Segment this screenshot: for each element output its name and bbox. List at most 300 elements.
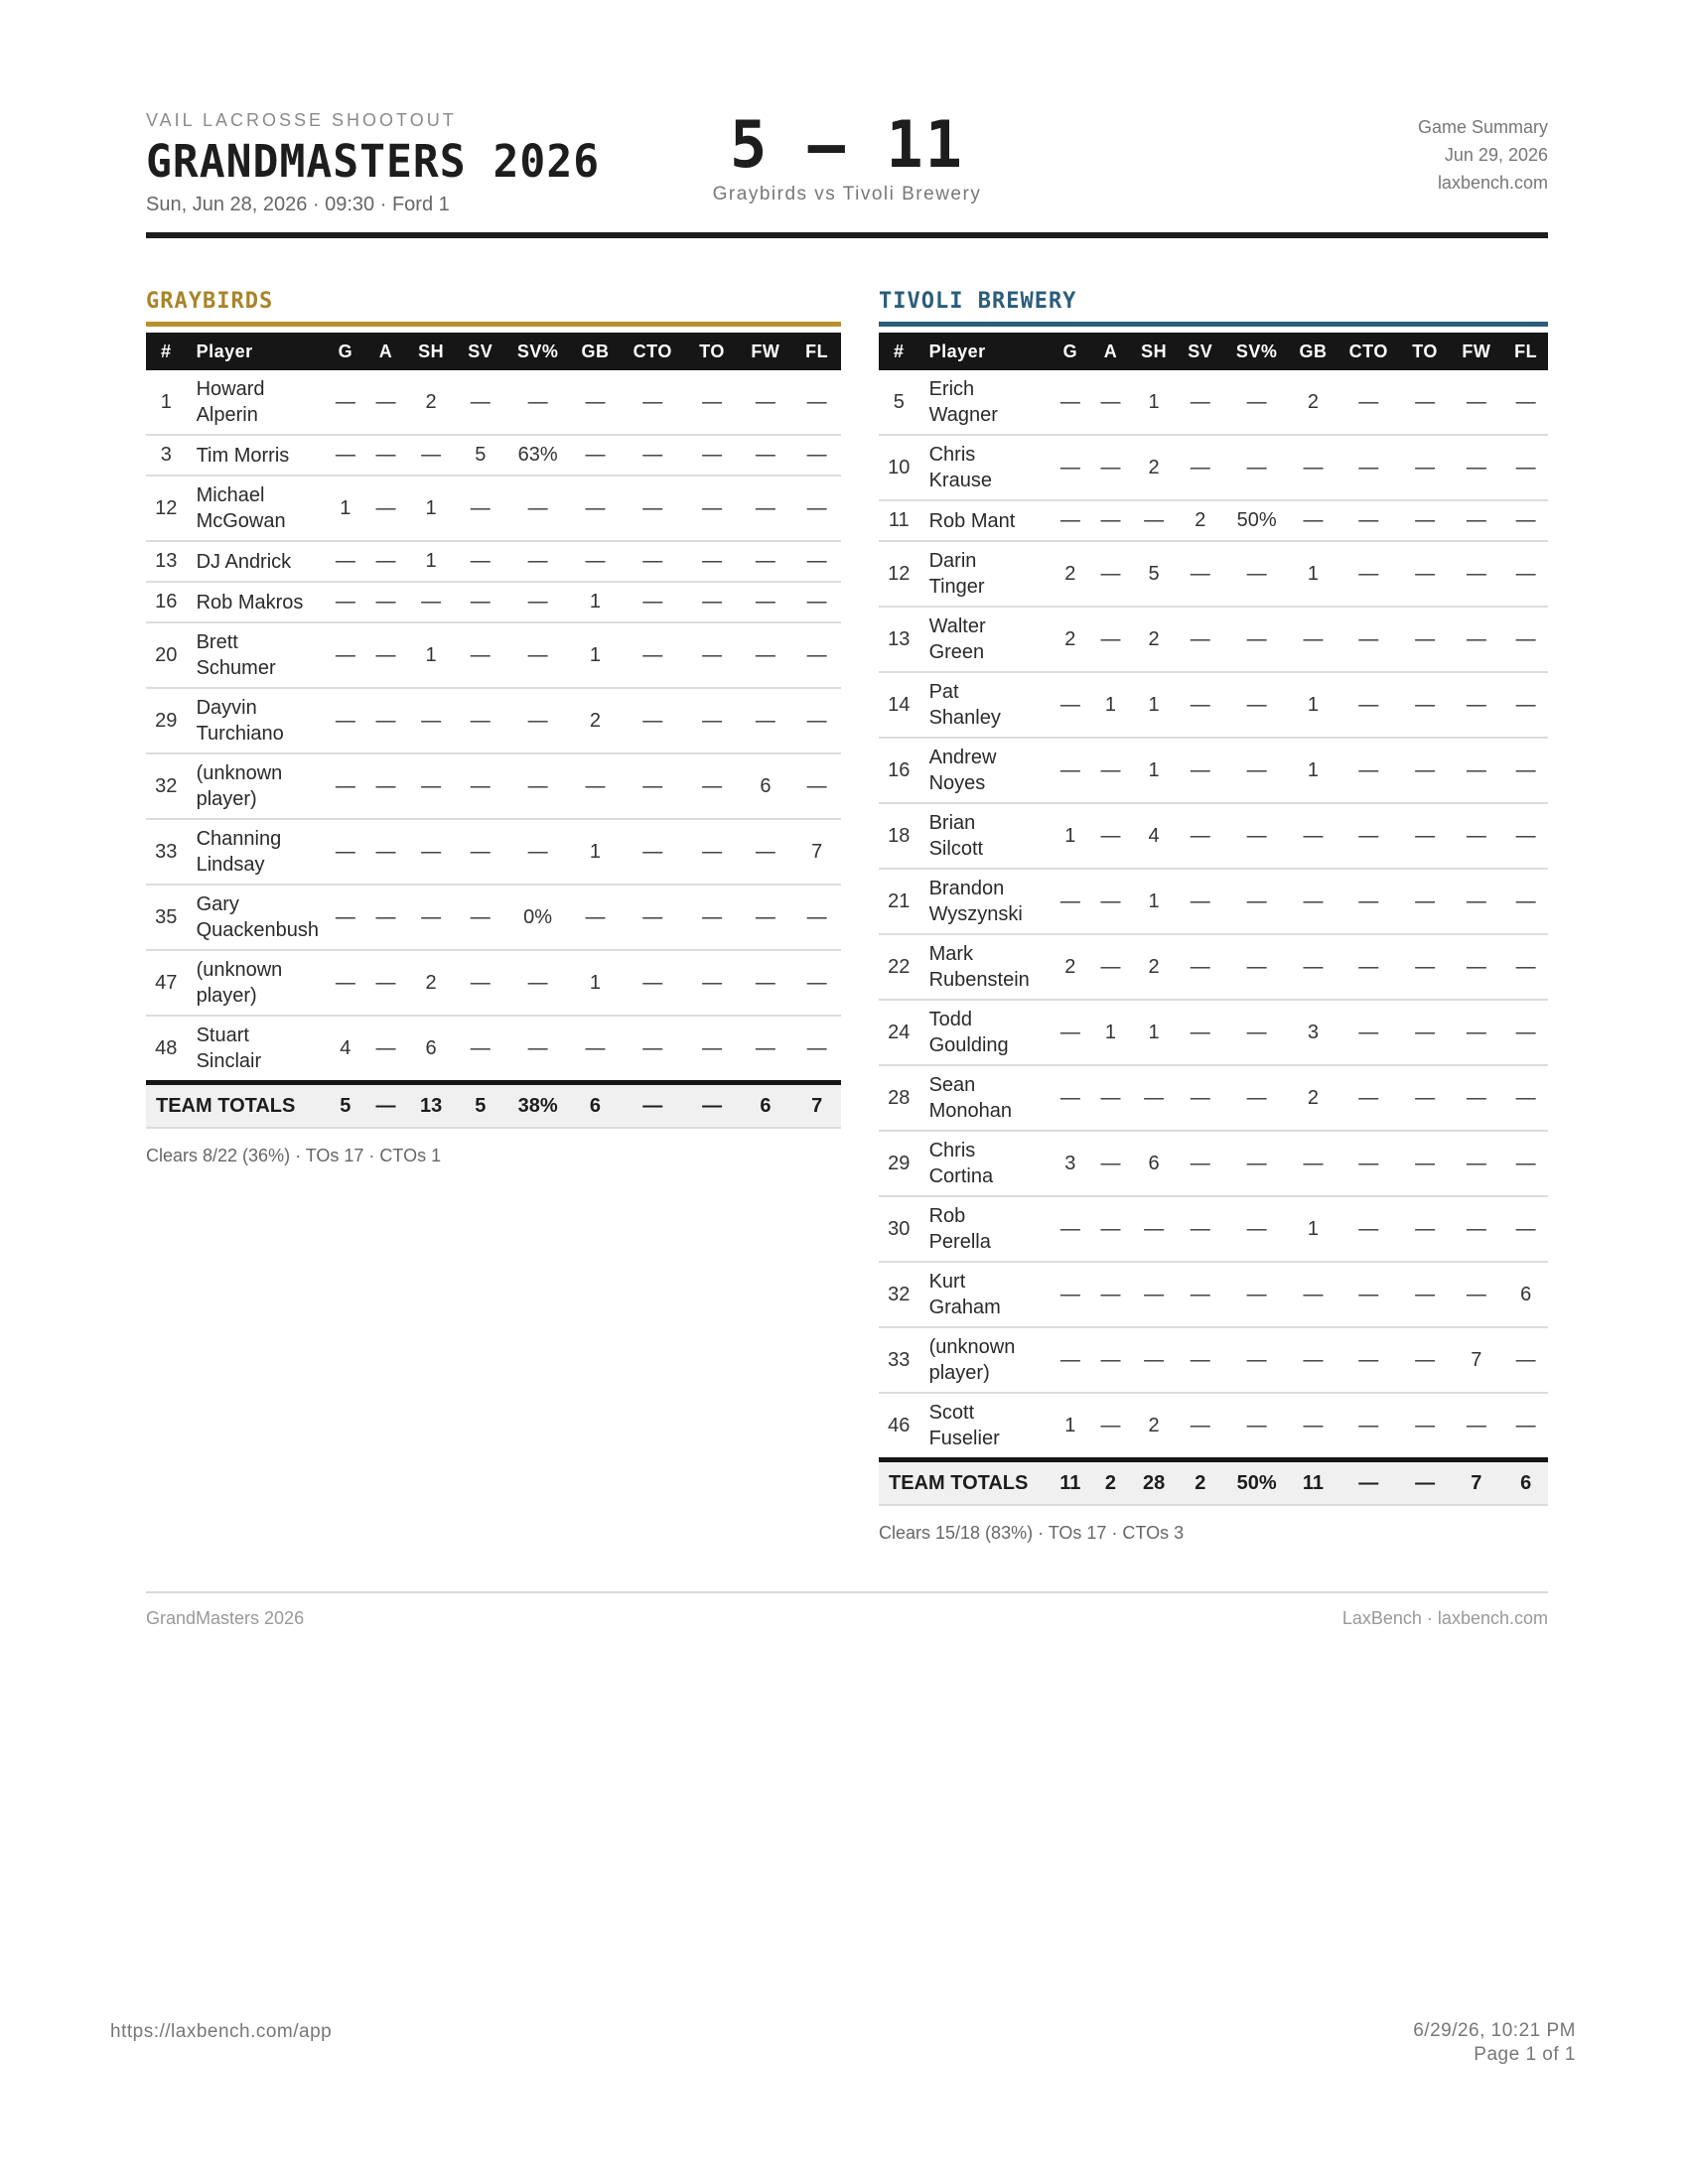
player-name-line: Green [928,641,985,663]
column-header: A [1090,333,1131,370]
stat-cell: — [738,435,792,476]
stat-cell: — [1177,1131,1223,1196]
stat-cell: — [504,370,571,435]
stat-cell: 1 [1090,1000,1131,1065]
stat-cell: — [1503,869,1548,934]
stat-cell: — [1290,500,1336,541]
stat-cell: — [1223,1196,1290,1262]
stat-cell: — [1290,869,1336,934]
player-name-line: Todd [928,1009,972,1030]
stat-cell: — [1336,869,1401,934]
column-header: SH [1131,333,1178,370]
stat-cell: — [1051,370,1091,435]
stat-cell: — [456,688,504,753]
stat-cell: — [571,753,620,819]
column-header: CTO [1336,333,1401,370]
column-header: G [1051,333,1091,370]
player-name-line: Rob Makros [196,591,304,614]
event-name: VAIL LACROSSE SHOOTOUT [146,110,457,130]
table-row [146,1016,841,1083]
player-number: 5 [879,370,919,435]
total-cell: 6 [1503,1460,1548,1506]
stat-cell: 4 [1131,803,1178,869]
stat-cell: — [365,1016,406,1083]
stat-cell: — [1223,1131,1290,1196]
stat-cell: — [792,622,841,688]
footer-left: GrandMasters 2026 [146,1608,305,1628]
stat-cell: — [571,476,620,541]
total-cell: 2 [1090,1460,1131,1506]
stat-cell: — [365,950,406,1016]
stat-cell: — [792,753,841,819]
stat-cell: — [1090,607,1131,672]
player-number: 46 [879,1393,919,1460]
stat-cell: — [571,370,620,435]
doc-date: Jun 29, 2026 [1444,145,1548,165]
stat-cell: — [1290,1131,1336,1196]
stat-cell: — [365,622,406,688]
stat-cell: — [1090,1393,1131,1460]
player-number: 33 [146,819,187,885]
stat-cell: — [456,476,504,541]
stat-cell: — [365,688,406,753]
team-totals-label: TEAM TOTALS [146,1083,326,1129]
player-name [919,672,1051,738]
stat-cell: — [1090,934,1131,1000]
stat-cell: — [406,753,457,819]
stat-cell: — [1223,370,1290,435]
player-name-line: Fuselier [928,1428,1000,1449]
stat-cell: — [365,476,406,541]
player-name-line: Tinger [928,576,985,598]
player-name-line: Shanley [928,707,1001,729]
stat-cell: — [686,688,739,753]
stat-cell: — [792,435,841,476]
table-row [879,1131,1548,1196]
stat-cell: — [620,370,686,435]
stat-cell: — [1336,738,1401,803]
total-cell: 11 [1051,1460,1091,1506]
stat-cell: — [1223,1327,1290,1393]
player-number: 14 [879,672,919,738]
stat-cell: — [1503,1196,1548,1262]
stat-cell: — [571,1016,620,1083]
print-page-number: Page 1 of 1 [1474,2044,1576,2065]
final-score: 5 – 11 [730,106,964,183]
matchup: Graybirds vs Tivoli Brewery [712,184,982,205]
stat-cell: — [1503,1327,1548,1393]
stat-cell: — [406,688,457,753]
stats-table [879,333,1548,1506]
player-name-line: (unknown [196,762,283,784]
stat-cell: — [1290,607,1336,672]
player-name-line: Cortina [928,1165,994,1187]
stat-cell: 1 [1290,672,1336,738]
column-header: Player [919,333,1051,370]
stat-cell: — [1449,370,1503,435]
player-name-line: DJ Andrick [196,550,292,573]
stat-cell: — [686,435,739,476]
stat-cell: — [571,541,620,582]
stat-cell: — [1503,1000,1548,1065]
stat-cell: 2 [1051,607,1091,672]
stat-cell: 1 [406,541,457,582]
player-number: 22 [879,934,919,1000]
team-summary: Clears 15/18 (83%) · TOs 17 · CTOs 3 [879,1523,1185,1543]
player-name [919,435,1051,500]
column-header: G [326,333,366,370]
stat-cell: — [620,435,686,476]
player-name-line: Andrew [928,747,997,768]
stat-cell: — [1503,435,1548,500]
player-name-line: Alperin [196,404,258,426]
stat-cell: — [1090,738,1131,803]
stat-cell: — [620,753,686,819]
stat-cell: — [1449,803,1503,869]
player-name-line: Chris [928,1140,976,1161]
stat-cell: 1 [1290,541,1336,607]
stat-cell: — [686,370,739,435]
player-name-line: McGowan [196,510,286,532]
stat-cell: — [738,950,792,1016]
stat-cell: — [1401,541,1450,607]
player-name [187,541,326,582]
stat-cell: 2 [1290,1065,1336,1131]
stat-cell: — [686,582,739,622]
stat-cell: — [456,370,504,435]
stat-cell: 2 [1131,607,1178,672]
stat-cell: — [326,622,366,688]
stat-cell: 1 [326,476,366,541]
player-name-line: Graham [928,1297,1001,1318]
stat-cell: — [504,541,571,582]
stat-cell: — [571,885,620,950]
player-name-line: Lindsay [196,854,265,876]
stat-cell: — [738,476,792,541]
stat-cell: — [792,688,841,753]
player-name-line: Turchiano [196,723,284,745]
stat-cell: — [1177,934,1223,1000]
total-cell: 38% [504,1083,571,1129]
stat-cell: — [456,819,504,885]
stat-cell: — [1401,803,1450,869]
team-name: GRAYBIRDS [146,289,274,314]
stat-cell: 2 [1131,1393,1178,1460]
player-name-line: Wagner [928,404,998,426]
player-name-line: Brian [928,812,976,834]
stat-cell: — [1449,672,1503,738]
stat-cell: — [1223,934,1290,1000]
stat-cell: — [620,476,686,541]
table-row [146,370,841,435]
total-cell: — [686,1083,739,1129]
stat-cell: — [1090,1327,1131,1393]
player-name [919,1000,1051,1065]
stat-cell: — [504,622,571,688]
total-cell: — [1336,1460,1401,1506]
player-number: 33 [879,1327,919,1393]
stat-cell: — [1131,1327,1178,1393]
stat-cell: 1 [571,950,620,1016]
stat-cell: — [1177,435,1223,500]
stat-cell: — [1401,1065,1450,1131]
stat-cell: — [1503,607,1548,672]
stat-cell: — [1290,934,1336,1000]
stat-cell: — [1336,672,1401,738]
print-meta [1413,2019,1576,2067]
stat-cell: — [1177,1065,1223,1131]
stat-cell: — [1336,1131,1401,1196]
stat-cell: — [1503,541,1548,607]
team-divider [146,322,841,327]
stat-cell: — [1131,1196,1178,1262]
site-link[interactable]: laxbench.com [1437,173,1548,193]
player-name [187,476,326,541]
stat-cell: — [1449,1196,1503,1262]
column-header: SH [406,333,457,370]
table-row [879,934,1548,1000]
stat-cell: 6 [738,753,792,819]
stat-cell: 5 [1131,541,1178,607]
column-header: TO [686,333,739,370]
column-header: GB [571,333,620,370]
player-number: 24 [879,1000,919,1065]
stat-cell: — [1051,435,1091,500]
stat-cell: — [1051,672,1091,738]
player-name-line: Stuart [196,1024,249,1046]
stat-cell: — [620,950,686,1016]
stat-cell: — [1503,803,1548,869]
stat-cell: — [1503,370,1548,435]
stat-cell: — [1090,541,1131,607]
stat-cell: — [1336,1065,1401,1131]
player-number: 3 [146,435,187,476]
stat-cell: — [1223,1262,1290,1327]
stat-cell: — [792,370,841,435]
stat-cell: — [365,370,406,435]
player-number: 13 [879,607,919,672]
stat-cell: — [738,688,792,753]
total-cell: 6 [571,1083,620,1129]
total-cell: — [1401,1460,1450,1506]
stat-cell: — [1503,1065,1548,1131]
stat-cell: — [365,435,406,476]
stat-cell: — [1401,738,1450,803]
player-name-line: Scott [928,1402,975,1424]
stat-cell: 1 [571,582,620,622]
stat-cell: — [620,582,686,622]
stat-cell: — [365,582,406,622]
player-name-line: Perella [928,1231,991,1253]
total-cell: 6 [738,1083,792,1129]
stat-cell: — [1223,1393,1290,1460]
stat-cell: — [1449,1393,1503,1460]
stat-cell: — [738,582,792,622]
stat-cell: — [1401,869,1450,934]
column-header: GB [1290,333,1336,370]
column-header: FL [792,333,841,370]
stat-cell: — [1177,1196,1223,1262]
stat-cell: — [1223,738,1290,803]
stat-cell: — [365,819,406,885]
player-name [919,934,1051,1000]
stat-cell: — [738,622,792,688]
table-row [879,541,1548,607]
player-name-line: Darin [928,550,977,572]
stat-cell: 2 [406,950,457,1016]
player-number: 29 [146,688,187,753]
column-header: # [146,333,187,370]
player-name-line: Channing [196,828,282,850]
player-name [919,1262,1051,1327]
column-header: SV% [1223,333,1290,370]
stat-cell: — [1401,1327,1450,1393]
player-name-line: Chris [928,444,976,466]
stat-cell: — [620,688,686,753]
stat-cell: 2 [1131,435,1178,500]
player-name-line: (unknown [928,1336,1016,1358]
stat-cell: — [792,885,841,950]
stat-cell: — [1090,803,1131,869]
stat-cell: 1 [1131,738,1178,803]
total-cell: 5 [326,1083,366,1129]
stat-cell: 7 [792,819,841,885]
stat-cell: — [456,950,504,1016]
stat-cell: 2 [1290,370,1336,435]
player-name-line: Brandon [928,878,1005,899]
table-row [879,1196,1548,1262]
team-summary: Clears 8/22 (36%) · TOs 17 · CTOs 1 [146,1146,442,1165]
print-datetime: 6/29/26, 10:21 PM [1413,2020,1576,2041]
stat-cell: — [326,688,366,753]
stat-cell: — [406,435,457,476]
stat-cell: — [1290,1327,1336,1393]
stat-cell: — [686,950,739,1016]
stat-cell: — [1449,435,1503,500]
stat-cell: 1 [406,476,457,541]
stat-cell: — [1449,934,1503,1000]
stat-cell: — [571,435,620,476]
total-cell: 5 [456,1083,504,1129]
stat-cell: — [1336,1393,1401,1460]
player-name-line: Tim Morris [196,444,290,467]
table-row [879,1327,1548,1393]
stat-cell: — [456,753,504,819]
player-number: 35 [146,885,187,950]
player-number: 47 [146,950,187,1016]
player-name-line: Rubenstein [928,969,1030,991]
player-number: 10 [879,435,919,500]
stat-cell: 5 [456,435,504,476]
player-name-line: Howard [196,378,265,400]
player-name [919,1131,1051,1196]
stat-cell: 63% [504,435,571,476]
table-row [146,435,841,476]
stat-cell: — [504,582,571,622]
doc-type: Game Summary [1417,117,1548,137]
stat-cell: — [406,582,457,622]
stat-cell: — [1177,541,1223,607]
header [146,106,1548,226]
stat-cell: — [686,885,739,950]
stat-cell: — [1090,869,1131,934]
stat-cell: — [504,476,571,541]
stat-cell: — [326,819,366,885]
stat-cell: — [1290,803,1336,869]
stat-cell: — [1051,1196,1091,1262]
stat-cell: — [1336,1000,1401,1065]
footer-divider [146,1591,1548,1593]
player-name-line: Monohan [928,1100,1012,1122]
player-number: 12 [146,476,187,541]
stat-cell: — [1177,803,1223,869]
total-cell: 50% [1223,1460,1290,1506]
total-cell: 7 [792,1083,841,1129]
player-number: 29 [879,1131,919,1196]
team-totals-label: TEAM TOTALS [879,1460,1051,1506]
stat-cell: — [1051,1065,1091,1131]
stat-cell: — [792,476,841,541]
stat-cell: — [1401,1196,1450,1262]
stat-cell: — [1177,672,1223,738]
stat-cell: — [620,819,686,885]
player-name-line: Sinclair [196,1050,262,1072]
stat-cell: 1 [1290,1196,1336,1262]
player-name [187,582,326,622]
stat-cell: — [686,1016,739,1083]
stat-cell: — [620,622,686,688]
stat-cell: — [1223,607,1290,672]
player-name-line: Mark [928,943,974,965]
stat-cell: 1 [1131,1000,1178,1065]
stat-cell: — [686,753,739,819]
stat-cell: 0% [504,885,571,950]
stat-cell: — [1223,672,1290,738]
player-name [187,753,326,819]
player-name [187,1016,326,1083]
player-number: 12 [879,541,919,607]
player-name-line: Rob [928,1205,966,1227]
total-cell: — [620,1083,686,1129]
stat-cell: — [1336,500,1401,541]
stat-cell: 1 [1051,1393,1091,1460]
player-name-line: Sean [928,1074,976,1096]
stat-cell: — [1449,738,1503,803]
stat-cell: — [326,885,366,950]
stat-cell: 50% [1223,500,1290,541]
player-name [919,869,1051,934]
player-name-line: Wyszynski [928,903,1023,925]
stat-cell: 4 [326,1016,366,1083]
stat-cell: — [1449,541,1503,607]
total-cell: 11 [1290,1460,1336,1506]
stat-cell: — [406,819,457,885]
player-name [919,1065,1051,1131]
stat-cell: — [1051,869,1091,934]
player-name-line: Noyes [928,772,986,794]
stat-cell: — [1449,1000,1503,1065]
column-header: Player [187,333,326,370]
stat-cell: — [1449,1065,1503,1131]
game-summary-page [146,106,1548,1543]
stat-cell: — [1177,1000,1223,1065]
column-header: CTO [620,333,686,370]
footer-right: LaxBench · laxbench.com [1341,1608,1548,1628]
stat-cell: 1 [1131,370,1178,435]
stat-cell: 1 [1290,738,1336,803]
player-name-line: Rob Mant [928,509,1016,532]
stat-cell: — [1051,738,1091,803]
